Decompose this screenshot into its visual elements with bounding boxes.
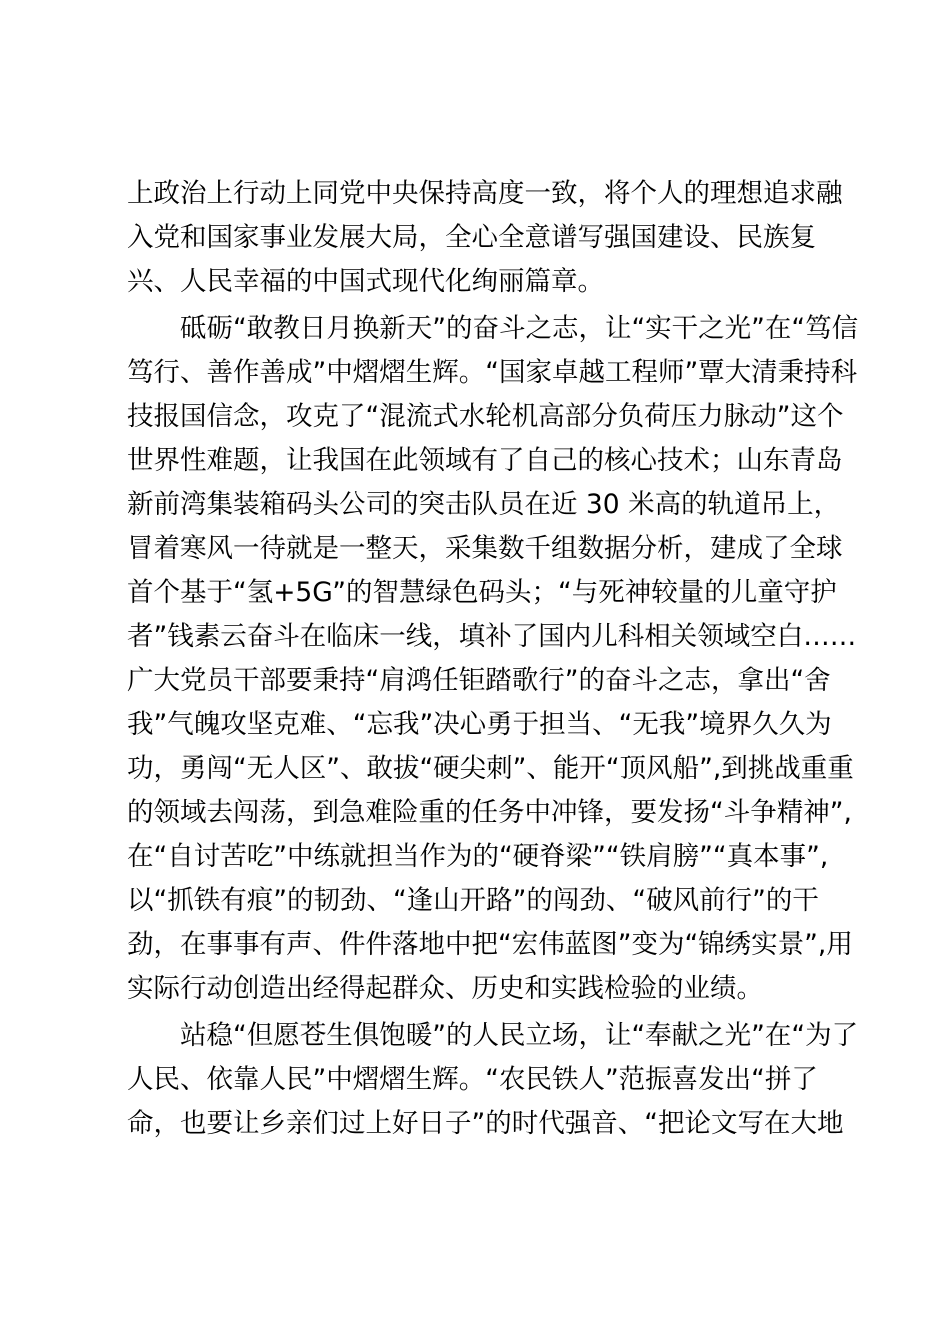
- text-line: 的领域去闯荡，到急难险重的任务中冲锋，要发扬“斗争精神”,: [127, 797, 852, 828]
- text-line: 以“抓铁有痕”的韧劲、“逢山开路”的闯劲、“破风前行”的干: [127, 885, 819, 916]
- text-line: 兴、人民幸福的中国式现代化绚丽篇章。: [127, 266, 604, 297]
- body-text: [127, 172, 859, 1146]
- text-line: 在“自讨苦吃”中练就担当作为的“硬脊梁”“铁肩膀”“真本事”,: [127, 841, 829, 872]
- text-line: 实际行动创造出经得起群众、历史和实践检验的业绩。: [127, 973, 763, 1004]
- text-line: 冒着寒风一待就是一整天，采集数千组数据分析，建成了全球: [127, 533, 843, 564]
- text-line: 者”钱素云奋斗在临床一线，填补了国内儿科相关领域空白……: [127, 621, 857, 652]
- text-line: 首个基于“氢+5G”的智慧绿色码头；“与死神较量的儿童守护: [127, 577, 837, 608]
- text-line: 广大党员干部要秉持“肩鸿任钜踏歌行”的奋斗之志，拿出“舍: [127, 665, 831, 696]
- text-line: 入党和国家事业发展大局，全心全意谱写强国建设、民族复: [127, 222, 816, 253]
- text-line: 世界性难题，让我国在此领域有了自己的核心技术；山东青岛: [127, 445, 843, 476]
- text-line: 人民、依靠人民”中熠熠生辉。“农民铁人”范振喜发出“拼了: [127, 1064, 818, 1095]
- text-line: 笃行、善作善成”中熠熠生辉。“国家卓越工程师”覃大清秉持科: [127, 357, 858, 388]
- paragraph-start-line: 砥砺“敢教日月换新天”的奋斗之志，让“实干之光”在“笃信: [127, 313, 859, 344]
- text-line: 功，勇闯“无人区”、敢拔“硬尖刺”、能开“顶风船”,到挑战重重: [127, 753, 854, 784]
- paragraph-start-line: 站稳“但愿苍生俱饱暖”的人民立场，让“奉献之光”在“为了: [127, 1020, 859, 1051]
- text-line: 新前湾集装箱码头公司的突击队员在近 30 米高的轨道吊上，: [127, 489, 841, 520]
- text-line: 我”气魄攻坚克难、“忘我”决心勇于担当、“无我”境界久久为: [127, 709, 832, 740]
- text-line: 技报国信念，攻克了“混流式水轮机高部分负荷压力脉动”这个: [127, 401, 844, 432]
- text-line: 上政治上行动上同党中央保持高度一致，将个人的理想追求融: [127, 178, 843, 209]
- text-line: 命，也要让乡亲们过上好日子”的时代强音、“把论文写在大地: [127, 1108, 844, 1139]
- text-line: 劲，在事事有声、件件落地中把“宏伟蓝图”变为“锦绣实景”,用: [127, 929, 853, 960]
